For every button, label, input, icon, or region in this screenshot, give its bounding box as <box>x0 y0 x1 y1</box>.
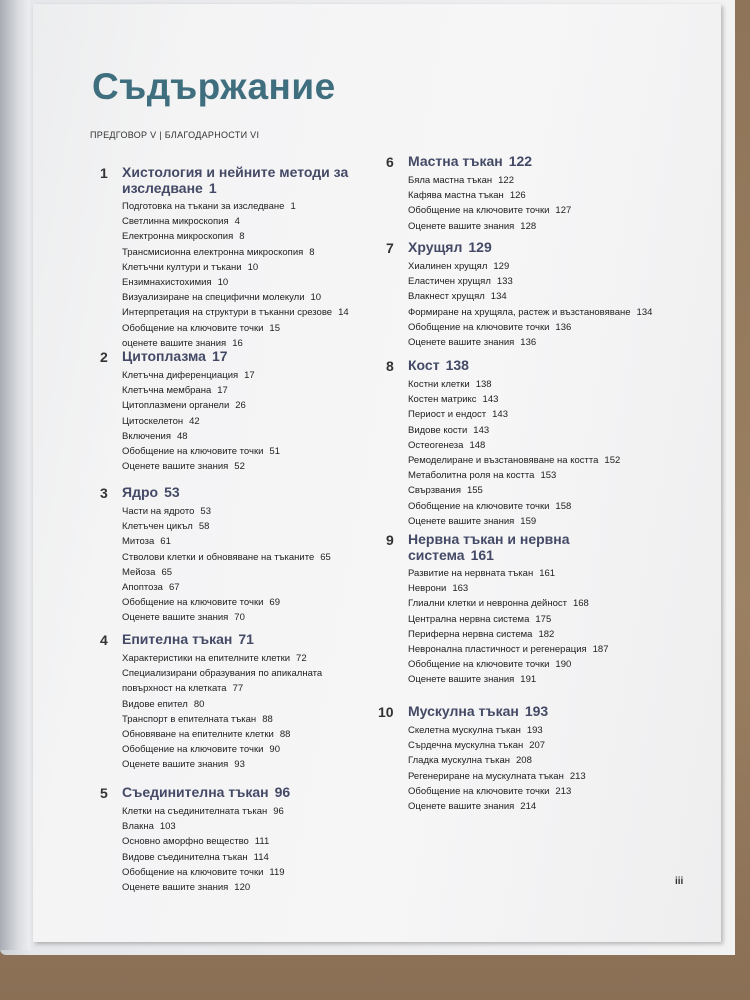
section-title: Оценете вашите знания <box>408 337 515 349</box>
chapter-8 <box>386 357 620 529</box>
section-title: Видове кости <box>408 424 468 436</box>
section-title: Централна нервна система <box>408 613 530 625</box>
section-title: Периферна нервна система <box>408 628 533 640</box>
section-entry <box>122 712 322 727</box>
section-title: Обобщение на ключовите точки <box>122 322 264 334</box>
section-page: 168 <box>572 598 589 610</box>
section-page: 17 <box>217 385 228 397</box>
section-entry <box>122 229 392 244</box>
chapter-title-text: Епителна тъкан <box>122 631 233 647</box>
section-page: 8 <box>239 231 245 243</box>
section-page: 136 <box>555 321 572 333</box>
section-page: 88 <box>262 713 273 725</box>
section-title: Митоза <box>122 536 155 548</box>
chapter-heading <box>100 631 322 648</box>
section-title: Специализирани образувания по апикалната <box>122 668 323 680</box>
section-entry <box>122 245 392 260</box>
section-title: Бяла мастна тъкан <box>408 175 493 186</box>
section-entry <box>122 275 392 290</box>
section-title: оценете вашите знания <box>122 337 227 349</box>
chapter-title <box>408 153 532 169</box>
section-entry <box>408 483 620 498</box>
chapter-page: 53 <box>164 484 180 500</box>
section-entry <box>122 580 331 595</box>
section-title: Включения <box>122 430 171 442</box>
section-entry <box>408 627 628 642</box>
chapter-sections <box>122 199 392 351</box>
section-entry <box>122 260 392 275</box>
section-title: Трансмисионна електронна микроскопия <box>122 246 304 258</box>
section-title: Оценете вашите знания <box>408 515 515 527</box>
section-entry <box>122 804 290 819</box>
section-title: Транспорт в епителната тъкан <box>122 713 257 725</box>
section-entry <box>122 534 331 549</box>
section-title: Обобщение на ключовите точки <box>408 785 550 797</box>
chapter-title-text: Мастна тъкан <box>408 153 503 169</box>
section-page: 8 <box>309 246 315 258</box>
chapter-number: 7 <box>386 240 394 256</box>
section-title: Хиалинен хрущял <box>408 261 488 272</box>
section-page: 77 <box>232 683 244 695</box>
section-title: Свързвания <box>408 485 461 497</box>
section-page: 138 <box>475 379 492 390</box>
chapter-title-text: Ядро <box>122 484 159 500</box>
chapter-3 <box>100 484 331 626</box>
section-title: Клетъчна мембрана <box>122 385 212 397</box>
section-page: 69 <box>269 597 280 609</box>
book-cover-edge <box>0 0 30 950</box>
section-title: Обобщение на ключовите точки <box>408 321 550 333</box>
section-title: Визуализиране на специфични молекули <box>122 292 305 304</box>
section-entry <box>408 188 571 203</box>
chapter-title <box>122 631 254 647</box>
section-entry <box>122 697 322 712</box>
chapter-page: 122 <box>508 153 533 169</box>
section-page: 148 <box>469 439 486 451</box>
section-page: 4 <box>234 216 240 228</box>
section-title: Регенериране на мускулната тъкан <box>408 770 564 782</box>
section-page: 52 <box>234 461 245 473</box>
separator: | <box>159 130 165 140</box>
section-page: 67 <box>168 582 180 594</box>
chapter-title <box>408 357 469 373</box>
section-title: Костен матрикс <box>408 394 477 406</box>
section-page: 133 <box>496 276 513 288</box>
section-title: Остеогенеза <box>408 439 464 451</box>
section-page: 119 <box>269 866 285 878</box>
section-title: Неврони <box>408 583 447 595</box>
section-entry <box>408 612 628 627</box>
chapter-page: 71 <box>238 631 254 647</box>
section-title: Мейоза <box>122 566 156 578</box>
chapter-number: 4 <box>100 632 108 648</box>
section-page: 153 <box>540 470 557 482</box>
section-entry <box>122 383 280 398</box>
section-entry <box>122 727 322 742</box>
section-page: 159 <box>520 515 537 527</box>
section-title: Характеристики на епителните клетки <box>122 653 291 664</box>
chapter-title-text: Хистология и нейните методи за изследване <box>122 164 349 196</box>
section-page: 143 <box>473 424 490 436</box>
section-page: 16 <box>232 337 243 349</box>
section-title: Стволови клетки и обновяване на тъканите <box>122 551 315 563</box>
section-title: Влакнест хрущял <box>408 291 485 303</box>
section-page: 53 <box>200 506 211 517</box>
section-title: Апоптоза <box>122 582 163 594</box>
section-title: Основно аморфно вещество <box>122 836 249 848</box>
section-page: 126 <box>509 190 526 202</box>
section-title: Ензимнахистохимия <box>122 277 212 289</box>
section-title: Обобщение на ключовите точки <box>122 446 264 458</box>
section-entry <box>408 438 620 453</box>
chapter-heading <box>100 348 280 365</box>
chapter-heading <box>100 484 331 501</box>
section-page: 134 <box>490 291 507 303</box>
section-entry <box>408 289 652 304</box>
section-page: 72 <box>296 653 307 664</box>
section-title: Обобщение на ключовите точки <box>122 866 264 878</box>
chapter-page: 17 <box>211 348 228 364</box>
section-entry <box>122 742 322 757</box>
chapter-title-text: Цитоплазма <box>122 348 206 364</box>
chapter-heading <box>100 164 392 196</box>
section-title: Подготовка на тъкани за изследване <box>122 201 285 212</box>
chapter-page: 96 <box>274 784 291 800</box>
section-entry <box>122 459 280 474</box>
section-title: Оценете вашите знания <box>122 759 229 771</box>
section-entry <box>122 398 280 413</box>
section-title: Костни клетки <box>408 379 470 390</box>
section-page: 10 <box>247 261 259 273</box>
section-title: Невронална пластичност и регенерация <box>408 644 587 656</box>
section-page: 80 <box>193 698 205 710</box>
chapter-10 <box>378 703 586 814</box>
chapter-number: 8 <box>386 358 394 374</box>
chapter-heading <box>386 357 620 374</box>
section-entry <box>122 651 322 666</box>
section-title: Обобщение на ключовите точки <box>408 500 550 512</box>
section-title: Видове съединителна тъкан <box>122 851 248 863</box>
section-entry <box>122 819 290 834</box>
section-page: 208 <box>516 755 532 767</box>
section-page: 120 <box>234 882 251 894</box>
section-entry <box>122 550 331 565</box>
section-entry <box>122 321 392 336</box>
chapter-9 <box>386 531 628 688</box>
section-page: 90 <box>269 744 280 756</box>
section-entry <box>408 723 586 738</box>
section-page: 161 <box>539 568 556 579</box>
section-entry <box>408 219 571 234</box>
section-page: 17 <box>244 370 255 381</box>
section-title: Еластичен хрущял <box>408 276 491 288</box>
section-entry <box>122 865 290 880</box>
chapter-5 <box>100 784 290 895</box>
section-page: 193 <box>526 725 543 736</box>
chapter-page: 1 <box>208 180 217 196</box>
section-page: 182 <box>538 628 555 640</box>
section-entry <box>408 259 652 274</box>
chapter-heading <box>386 153 571 170</box>
page-number: iii <box>675 876 684 887</box>
chapter-number: 10 <box>378 704 394 720</box>
section-page: 175 <box>535 613 552 625</box>
preface-link: ПРЕДГОВОР V <box>90 130 157 140</box>
chapter-page: 138 <box>445 357 469 373</box>
section-title: Обобщение на ключовите точки <box>122 597 264 609</box>
section-entry <box>122 681 322 696</box>
section-page: 14 <box>338 307 349 319</box>
section-entry <box>122 610 331 625</box>
chapter-sections <box>408 259 652 350</box>
chapter-title <box>122 484 180 500</box>
section-page: 111 <box>254 836 270 848</box>
chapter-sections <box>122 804 290 895</box>
section-title: Оценете вашите знания <box>122 461 229 473</box>
chapter-number: 5 <box>100 785 108 801</box>
section-title: Светлинна микроскопия <box>122 216 229 228</box>
section-page: 48 <box>177 430 188 442</box>
section-page: 127 <box>555 205 572 217</box>
section-page: 187 <box>592 644 609 656</box>
chapter-title-text: Нервна тъкан и нервна система <box>408 531 570 563</box>
section-entry <box>408 672 628 687</box>
section-entry <box>408 499 620 514</box>
section-page: 15 <box>269 322 280 334</box>
section-title: Интерпретация на структури в тъканни срезове <box>122 307 333 319</box>
section-page: 136 <box>520 337 537 349</box>
section-entry <box>122 504 331 519</box>
section-entry <box>122 565 331 580</box>
chapter-7 <box>386 239 652 350</box>
section-entry <box>408 769 586 784</box>
section-entry <box>408 753 586 768</box>
section-entry <box>122 214 392 229</box>
section-page: 58 <box>198 521 210 533</box>
section-title: Развитие на нервната тъкан <box>408 568 534 579</box>
section-page: 155 <box>466 485 483 497</box>
section-title: Цитоплазмени органели <box>122 400 230 412</box>
section-entry <box>408 377 620 392</box>
chapter-page: 129 <box>468 239 492 255</box>
section-entry <box>122 850 290 865</box>
section-title: Цитоскелетон <box>122 415 184 427</box>
section-entry <box>408 392 620 407</box>
thanks-link: БЛАГОДАРНОСТИ VI <box>164 130 260 140</box>
chapter-title <box>122 164 392 196</box>
section-entry <box>122 414 280 429</box>
section-title: Ремоделиране и възстановяване на костта <box>408 455 599 467</box>
chapter-sections <box>122 504 331 626</box>
section-entry <box>122 444 280 459</box>
section-entry <box>122 666 322 681</box>
page-title: Съдържание <box>92 66 336 107</box>
section-page: 122 <box>498 175 514 186</box>
section-entry <box>122 305 392 320</box>
chapter-title <box>408 531 628 563</box>
section-entry <box>408 407 620 422</box>
section-title: Клетъчни култури и тъкани <box>122 261 242 273</box>
section-page: 42 <box>189 415 200 427</box>
section-page: 10 <box>217 277 229 289</box>
section-title: Глиални клетки и невронна дейност <box>408 598 567 610</box>
chapter-number: 1 <box>100 165 108 181</box>
section-title: Видове епител <box>122 698 188 710</box>
chapter-number: 9 <box>386 532 394 548</box>
section-title: Оценете вашите знания <box>122 882 229 894</box>
section-page: 88 <box>279 729 291 741</box>
front-matter-line <box>90 130 259 140</box>
section-entry <box>408 642 628 657</box>
chapter-6 <box>386 153 571 234</box>
section-entry <box>122 290 392 305</box>
chapter-2 <box>100 348 280 474</box>
section-entry <box>408 566 628 581</box>
section-page: 207 <box>529 740 546 752</box>
section-page: 143 <box>492 409 508 421</box>
section-page: 114 <box>253 851 269 863</box>
section-title: Формиране на хрущяла, растеж и възстановяване <box>408 306 631 318</box>
section-entry <box>408 596 628 611</box>
chapter-sections <box>408 377 620 529</box>
chapter-title-text: Мускулна тъкан <box>408 703 519 719</box>
section-title: Оценете вашите знания <box>408 220 515 232</box>
chapter-sections <box>122 651 322 773</box>
chapter-title-text: Хрущял <box>408 239 463 255</box>
chapter-4 <box>100 631 322 773</box>
section-title: Обобщение на ключовите точки <box>408 659 550 671</box>
chapter-title-text: Съединителна тъкан <box>122 784 269 800</box>
section-page: 134 <box>636 306 653 318</box>
section-entry <box>122 519 331 534</box>
section-entry <box>408 203 571 218</box>
section-title: Клетъчен цикъл <box>122 521 193 533</box>
section-title: Оценете вашите знания <box>122 612 229 624</box>
section-page: 158 <box>555 500 572 512</box>
section-title: Метаболитна роля на костта <box>408 470 535 482</box>
section-page: 65 <box>161 566 173 578</box>
section-page: 128 <box>520 220 537 232</box>
section-entry <box>408 274 652 289</box>
section-entry <box>408 453 620 468</box>
section-entry <box>408 173 571 188</box>
chapter-title-text: Кост <box>408 357 440 373</box>
chapter-sections <box>408 566 628 688</box>
section-title: Гладка мускулна тъкан <box>408 755 510 767</box>
section-title: Сърдечна мускулна тъкан <box>408 740 524 752</box>
chapter-title <box>408 703 548 719</box>
section-entry <box>122 368 280 383</box>
chapter-page: 161 <box>470 547 494 563</box>
section-entry <box>408 305 652 320</box>
chapter-number: 2 <box>100 349 108 365</box>
section-entry <box>408 423 620 438</box>
section-page: 191 <box>520 674 537 686</box>
section-page: 143 <box>482 394 499 406</box>
section-page: 213 <box>569 770 586 782</box>
section-entry <box>122 595 331 610</box>
section-entry <box>408 514 620 529</box>
section-page: 61 <box>160 536 171 548</box>
section-entry <box>122 429 280 444</box>
section-title: Електронна микроскопия <box>122 231 234 243</box>
chapter-heading <box>100 784 290 801</box>
section-entry <box>408 784 586 799</box>
section-page: 152 <box>604 455 621 467</box>
section-title: Обновяване на епителните клетки <box>122 729 274 741</box>
section-page: 70 <box>234 612 245 624</box>
section-entry <box>408 799 586 814</box>
section-title: Клетъчна диференциация <box>122 370 239 381</box>
section-title: Кафява мастна тъкан <box>408 190 504 202</box>
chapter-sections <box>408 173 571 234</box>
section-title: Влакна <box>122 821 154 833</box>
section-page: 51 <box>269 446 280 458</box>
section-page: 214 <box>520 801 537 813</box>
chapter-number: 3 <box>100 485 108 501</box>
chapter-title <box>122 784 290 800</box>
section-entry <box>122 880 290 895</box>
section-page: 96 <box>273 806 284 817</box>
section-title: Обобщение на ключовите точки <box>122 744 264 756</box>
chapter-1 <box>100 164 392 351</box>
chapter-title <box>408 239 492 255</box>
section-page: 103 <box>159 821 176 833</box>
section-entry <box>408 657 628 672</box>
section-entry <box>408 581 628 596</box>
section-page: 10 <box>310 292 322 304</box>
section-page: 129 <box>493 261 510 272</box>
section-title: Скелетна мускулна тъкан <box>408 725 521 736</box>
section-title: Оценете вашите знания <box>408 801 515 813</box>
section-page: 213 <box>555 785 572 797</box>
chapter-number: 6 <box>386 154 394 170</box>
section-title: Обобщение на ключовите точки <box>408 205 550 217</box>
section-entry <box>122 834 290 849</box>
chapter-heading <box>386 531 628 563</box>
chapter-sections <box>122 368 280 474</box>
chapter-title <box>122 348 228 364</box>
section-page: 1 <box>290 201 296 212</box>
chapter-page: 193 <box>524 703 549 719</box>
section-page: 93 <box>234 759 245 771</box>
section-entry <box>408 335 652 350</box>
chapter-heading <box>386 239 652 256</box>
section-entry <box>122 199 392 214</box>
chapter-heading <box>378 703 586 720</box>
section-page: 190 <box>555 659 572 671</box>
section-entry <box>408 320 652 335</box>
section-entry <box>408 468 620 483</box>
section-entry <box>408 738 586 753</box>
section-title: Части на ядрото <box>122 506 195 517</box>
section-page: 163 <box>452 583 469 595</box>
section-title: Клетки на съединителната тъкан <box>122 806 268 817</box>
section-title: Периост и ендост <box>408 409 487 421</box>
section-page: 26 <box>235 400 246 412</box>
chapter-sections <box>408 723 586 814</box>
section-title: повърхност на клетката <box>122 683 227 695</box>
section-entry <box>122 757 322 772</box>
section-page: 65 <box>320 551 331 563</box>
section-title: Оценете вашите знания <box>408 674 515 686</box>
